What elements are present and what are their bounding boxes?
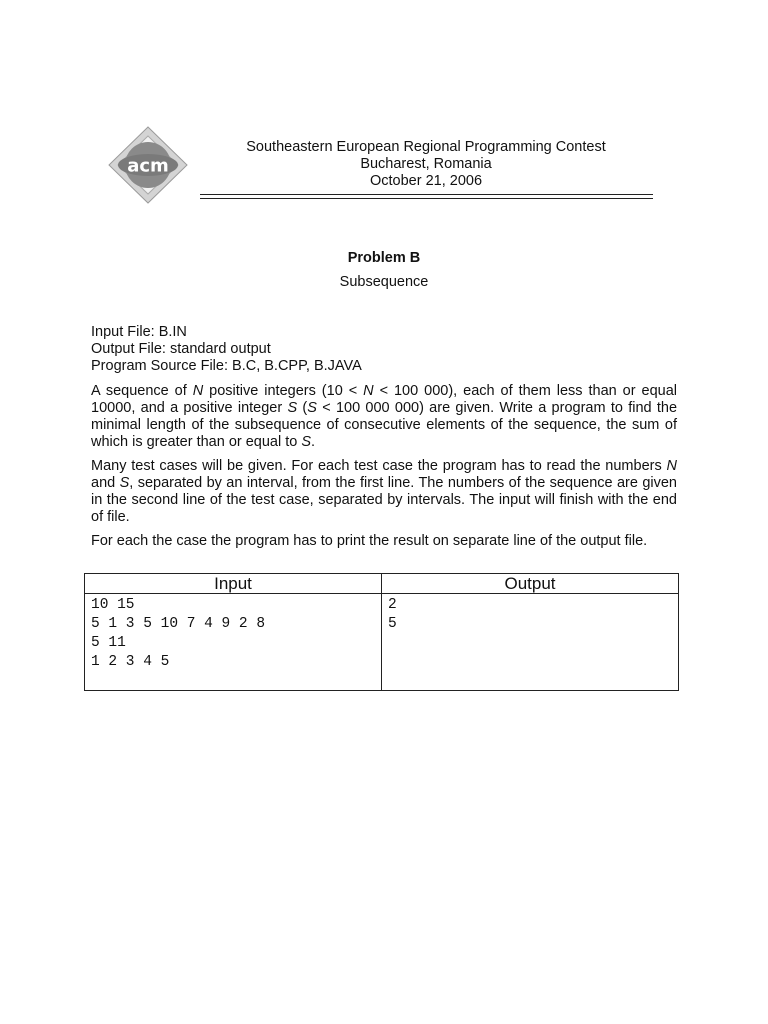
contest-name: Southeastern European Regional Programming Contest bbox=[246, 139, 606, 155]
file-info bbox=[91, 324, 362, 375]
acm-diamond-logo-icon bbox=[108, 126, 188, 204]
var-s: S bbox=[287, 400, 298, 416]
var-n: N bbox=[666, 458, 677, 474]
problem-name: Subsequence bbox=[339, 274, 429, 290]
header-rule-thin bbox=[200, 198, 653, 199]
source-file: Program Source File: B.C, B.CPP, B.JAVA bbox=[91, 358, 362, 374]
var-s: S bbox=[119, 475, 130, 491]
var-n: N bbox=[363, 383, 374, 399]
output-header: Output bbox=[382, 574, 679, 594]
contest-header bbox=[200, 139, 652, 190]
output-file: Output File: standard output bbox=[91, 341, 271, 357]
var-s: S bbox=[307, 400, 317, 416]
output-line: 2 bbox=[388, 597, 397, 613]
contest-date: October 21, 2006 bbox=[369, 173, 483, 189]
output-line: 5 bbox=[388, 616, 397, 632]
io-example-table bbox=[84, 573, 679, 691]
input-line: 5 11 bbox=[91, 635, 126, 651]
input-cell bbox=[85, 594, 382, 691]
statement-paragraph-2: Many test cases will be given. For each test case the program has to read the numbers N and S, separated by an interval, from the first line. The numbers of the sequence are given in the second line of the test case, separated by intervals. The input will finish with the end of file. bbox=[91, 458, 677, 525]
input-line: 10 15 bbox=[91, 597, 135, 613]
input-line: 1 2 3 4 5 bbox=[91, 654, 170, 670]
statement-paragraph-3: For each the case the program has to print the result on separate line of the output file. bbox=[91, 533, 648, 549]
var-n: N bbox=[192, 383, 204, 399]
problem-statement bbox=[91, 383, 677, 557]
acm-logo-text: acm bbox=[127, 155, 169, 177]
var-s: S bbox=[301, 434, 312, 450]
contest-location: Bucharest, Romania bbox=[360, 156, 492, 172]
header-rule-thick bbox=[200, 194, 653, 195]
acm-logo bbox=[108, 126, 188, 204]
input-file: Input File: B.IN bbox=[91, 324, 187, 340]
input-header: Input bbox=[85, 574, 382, 594]
problem-title: Problem B bbox=[347, 250, 421, 266]
statement-paragraph-1: A sequence of N positive integers (10 < N < 100 000), each of them less than or equal 10000, and a positive integer S (S < 100 000 000) are given. Write a program to find the minimal length of the subsequence of consecutive elements of the sequence, the sum of which is greater than or equal to S. bbox=[91, 383, 678, 450]
output-cell bbox=[382, 594, 679, 691]
input-line: 5 1 3 5 10 7 4 9 2 8 bbox=[91, 616, 266, 632]
